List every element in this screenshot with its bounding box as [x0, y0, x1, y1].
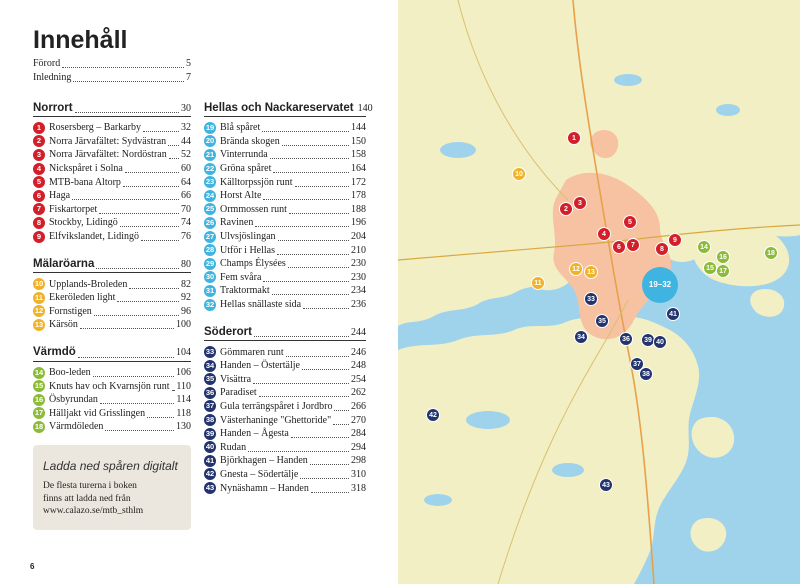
route-page: 230 [351, 258, 366, 270]
map-marker-18[interactable]: 18 [764, 246, 778, 260]
route-number-badge: 20 [205, 136, 215, 146]
map-marker-15[interactable]: 15 [703, 261, 717, 275]
route-name: Elfvikslandet, Lidingö [49, 231, 139, 243]
toc-entry[interactable] [204, 189, 366, 203]
map-marker-2[interactable]: 2 [559, 202, 573, 216]
toc-entry[interactable] [204, 373, 366, 387]
toc-entry[interactable] [33, 393, 191, 407]
toc-entry[interactable] [33, 121, 191, 135]
route-number-badge: 34 [205, 360, 215, 370]
route-number-badge: 35 [205, 374, 215, 384]
toc-entry[interactable] [33, 148, 191, 162]
route-name: Fornstigen [49, 305, 92, 317]
route-name: Knuts hav och Kvarnsjön runt [49, 380, 170, 392]
route-name: Vinterrunda [220, 149, 268, 161]
route-page: 100 [176, 319, 191, 331]
toc-entry[interactable] [204, 121, 366, 135]
route-number-badge: 10 [34, 279, 44, 289]
map-marker-36[interactable]: 36 [619, 332, 633, 346]
toc-entry[interactable] [33, 291, 191, 305]
route-page: 44 [181, 135, 191, 147]
route-name: Rudan [220, 441, 247, 453]
map-marker-4[interactable]: 4 [597, 227, 611, 241]
route-number-badge: 42 [205, 469, 215, 479]
toc-entry[interactable] [204, 135, 366, 149]
route-page: 254 [351, 373, 366, 385]
route-number-badge: 17 [34, 408, 44, 418]
route-page: 82 [181, 278, 191, 290]
toc-entry[interactable] [204, 413, 366, 427]
route-number-badge: 43 [205, 483, 215, 493]
route-page: 294 [351, 441, 366, 453]
route-page: 318 [351, 482, 366, 494]
toc-entry[interactable] [33, 277, 191, 291]
route-number-badge: 39 [205, 428, 215, 438]
route-name: Ravinen [220, 217, 254, 229]
toc-entry[interactable] [204, 162, 366, 176]
section-heading[interactable]: Hellas och Nackareservatet 140 [204, 100, 366, 117]
route-number-badge: 2 [33, 135, 45, 147]
island-east [750, 289, 784, 317]
route-number-badge: 9 [33, 231, 45, 243]
toc-section [33, 345, 191, 434]
map-marker-1[interactable]: 1 [567, 131, 581, 145]
map-marker-10[interactable]: 10 [512, 167, 526, 181]
route-name: Hälljakt vid Grisslingen [49, 407, 146, 419]
route-name: Västerhaninge "Ghettoride" [220, 414, 332, 426]
toc-entry[interactable] [33, 230, 191, 244]
section-heading[interactable]: Norrort 30 [33, 100, 191, 117]
island-far-south [691, 518, 727, 552]
download-title: Ladda ned spåren digitalt [43, 459, 178, 473]
toc-column-1 [33, 100, 191, 447]
map-marker-14[interactable]: 14 [697, 240, 711, 254]
route-page: 262 [351, 387, 366, 399]
route-page: 178 [351, 190, 366, 202]
download-text: De flesta turerna i boken finns att ladda ned från www.calazo.se/mtb_sthlm [43, 481, 144, 516]
route-name: Kärsön [49, 319, 78, 331]
route-number-badge: 13 [34, 319, 44, 329]
toc-entry[interactable] [33, 175, 191, 189]
section-heading[interactable]: Värmdö 104 [33, 345, 191, 362]
toc-entry[interactable] [204, 386, 366, 400]
route-name: Ormmossen runt [220, 203, 287, 215]
toc-entry[interactable] [204, 298, 366, 312]
route-name: Stockby, Lidingö [49, 217, 118, 229]
mainland-south [398, 317, 699, 584]
toc-entry[interactable] [204, 481, 366, 495]
toc-entry[interactable] [33, 216, 191, 230]
route-page: 74 [181, 217, 191, 229]
route-number-badge: 26 [205, 217, 215, 227]
toc-entry[interactable] [33, 366, 191, 380]
map-marker-13[interactable]: 13 [584, 265, 598, 279]
route-name: Ekeröleden light [49, 292, 116, 304]
map-marker-3[interactable]: 3 [573, 196, 587, 210]
route-name: Ösbyrundan [49, 394, 98, 406]
route-number-badge: 19 [205, 122, 215, 132]
route-page: 130 [176, 421, 191, 433]
route-number-badge: 41 [205, 455, 215, 465]
lake [552, 463, 584, 477]
route-name: Gnesta – Södertälje [220, 468, 299, 480]
route-number-badge: 33 [205, 347, 215, 357]
route-number-badge: 40 [205, 442, 215, 452]
page-number: 6 [30, 562, 35, 571]
toc-entry[interactable] [204, 454, 366, 468]
route-page: 92 [181, 292, 191, 304]
map-marker-17[interactable]: 17 [716, 264, 730, 278]
intro-list [33, 57, 191, 84]
toc-entry[interactable] [204, 271, 366, 285]
lake [440, 142, 476, 158]
route-page: 114 [176, 394, 191, 406]
route-name: Paradiset [220, 387, 257, 399]
route-page: 230 [351, 271, 366, 283]
route-number-badge: 8 [33, 217, 45, 229]
route-page: 172 [351, 176, 366, 188]
toc-entry[interactable] [33, 318, 191, 332]
map-marker-16[interactable]: 16 [716, 250, 730, 264]
route-page: 164 [351, 163, 366, 175]
toc-entry[interactable] [33, 379, 191, 393]
route-number-badge: 24 [205, 190, 215, 200]
map-marker-5[interactable]: 5 [623, 215, 637, 229]
route-page: 144 [351, 122, 366, 134]
map-marker-33[interactable]: 33 [584, 292, 598, 306]
route-name: Nickspåret i Solna [49, 163, 123, 175]
toc-section [204, 100, 373, 311]
toc-entry[interactable] [33, 203, 191, 217]
route-page: 248 [351, 360, 366, 372]
route-page: 150 [351, 135, 366, 147]
route-name: Champs Élysées [220, 258, 286, 270]
route-number-badge: 23 [205, 177, 215, 187]
route-number-badge: 16 [34, 394, 44, 404]
route-page: 60 [181, 163, 191, 175]
route-page: 310 [351, 468, 366, 480]
toc-entry[interactable] [204, 400, 366, 414]
route-number-badge: 30 [205, 272, 215, 282]
lake [614, 74, 642, 86]
route-name: Upplands-Broleden [49, 278, 128, 290]
route-number-badge: 28 [205, 245, 215, 255]
map-background [398, 0, 800, 584]
toc-entry[interactable]: Förord 5 [33, 58, 191, 70]
route-name: MTB-bana Altorp [49, 176, 121, 188]
toc-entry[interactable] [33, 407, 191, 421]
map-marker-35[interactable]: 35 [595, 314, 609, 328]
route-page: 196 [351, 217, 366, 229]
route-name: Utför i Hellas [220, 244, 275, 256]
download-link[interactable]: www.calazo.se/mtb_sthlm [43, 506, 144, 516]
route-name: Fem svåra [220, 271, 262, 283]
page-title: Innehåll [33, 26, 128, 54]
toc-section [204, 324, 366, 495]
route-number-badge: 31 [205, 285, 215, 295]
route-page: 188 [351, 203, 366, 215]
route-name: Brända skogen [220, 135, 280, 147]
route-page: 204 [351, 231, 366, 243]
route-name: Visättra [220, 373, 252, 385]
toc-entry[interactable] [204, 216, 366, 230]
toc-entry[interactable] [204, 243, 366, 257]
route-page: 298 [351, 455, 366, 467]
section-heading[interactable]: Mälaröarna 80 [33, 256, 191, 273]
toc-entry[interactable] [204, 345, 366, 359]
route-number-badge: 12 [34, 306, 44, 316]
route-page: 234 [351, 285, 366, 297]
toc-entry[interactable] [204, 148, 366, 162]
lake [466, 411, 510, 429]
route-number-badge: 15 [34, 381, 44, 391]
lake [424, 494, 452, 506]
route-number-badge: 1 [33, 122, 45, 134]
toc-entry[interactable] [204, 427, 366, 441]
route-name: Handen – Östertälje [220, 360, 300, 372]
toc-entry[interactable] [204, 175, 366, 189]
route-number-badge: 18 [34, 421, 44, 431]
route-number-badge: 7 [33, 203, 45, 215]
route-number-badge: 4 [33, 163, 45, 175]
route-page: 246 [351, 346, 366, 358]
map-marker-9[interactable]: 9 [668, 233, 682, 247]
map-marker-7[interactable]: 7 [626, 238, 640, 252]
route-page: 76 [181, 231, 191, 243]
route-name: Blå spåret [220, 122, 261, 134]
route-name: Norra Järvafältet: Sydvästran [49, 135, 167, 147]
route-number-badge: 27 [205, 231, 215, 241]
map-marker-38[interactable]: 38 [639, 367, 653, 381]
toc-entry[interactable] [204, 359, 366, 373]
island-south-east [692, 417, 735, 458]
route-number-badge: 37 [205, 401, 215, 411]
route-page: 110 [176, 380, 191, 392]
toc-section [33, 256, 191, 331]
map-marker-40[interactable]: 40 [653, 335, 667, 349]
map-marker-12[interactable]: 12 [569, 262, 583, 276]
route-page: 52 [181, 149, 191, 161]
route-name: Nynäshamn – Handen [220, 482, 309, 494]
toc-entry[interactable] [204, 203, 366, 217]
map-marker-11[interactable]: 11 [531, 276, 545, 290]
toc-entry[interactable] [204, 440, 366, 454]
map-marker-19-32[interactable]: 19–32 [642, 267, 678, 303]
route-page: 32 [181, 122, 191, 134]
toc-entry[interactable] [204, 284, 366, 298]
route-name: Gula terrängspåret i Jordbro [220, 400, 333, 412]
route-page: 70 [181, 203, 191, 215]
toc-entry[interactable] [33, 420, 191, 434]
toc-entry[interactable] [33, 305, 191, 319]
overview-map[interactable] [398, 0, 800, 584]
toc-entry[interactable] [33, 189, 191, 203]
route-name: Värmdöleden [49, 421, 104, 433]
route-name: Horst Alte [220, 190, 262, 202]
route-number-badge: 6 [33, 190, 45, 202]
route-page: 96 [181, 305, 191, 317]
toc-entry[interactable] [204, 230, 366, 244]
route-name: Boo-leden [49, 367, 91, 379]
toc-column-2 [204, 100, 373, 508]
route-number-badge: 3 [33, 149, 45, 161]
toc-entry[interactable] [204, 468, 366, 482]
route-page: 118 [176, 407, 191, 419]
route-number-badge: 21 [205, 149, 215, 159]
map-marker-41[interactable]: 41 [666, 307, 680, 321]
route-name: Rosersberg – Barkarby [49, 122, 142, 134]
map-marker-34[interactable]: 34 [574, 330, 588, 344]
toc-entry[interactable]: Inledning 7 [33, 71, 191, 83]
route-name: Fiskartorpet [49, 203, 98, 215]
route-name: Ulvsjöslingan [220, 231, 276, 243]
route-name: Källtorpssjön runt [220, 176, 293, 188]
route-page: 210 [351, 244, 366, 256]
route-number-badge: 22 [205, 163, 215, 173]
route-name: Gömmaren runt [220, 346, 284, 358]
route-page: 66 [181, 190, 191, 202]
route-name: Handen – Ågesta [220, 428, 289, 440]
route-number-badge: 36 [205, 387, 215, 397]
lake [716, 104, 740, 116]
route-number-badge: 29 [205, 258, 215, 268]
download-box [33, 445, 191, 530]
map-marker-42[interactable]: 42 [426, 408, 440, 422]
route-name: Norra Järvafältet: Nordöstran [49, 149, 167, 161]
route-number-badge: 14 [34, 367, 44, 377]
route-name: Hellas snällaste sida [220, 299, 302, 311]
route-name: Haga [49, 190, 71, 202]
route-name: Traktormakt [220, 285, 270, 297]
route-page: 270 [351, 414, 366, 426]
route-page: 158 [351, 149, 366, 161]
route-page: 64 [181, 176, 191, 188]
route-page: 236 [351, 299, 366, 311]
route-number-badge: 5 [33, 176, 45, 188]
section-heading[interactable]: Söderort 244 [204, 324, 366, 341]
map-marker-43[interactable]: 43 [599, 478, 613, 492]
toc-entry[interactable] [33, 162, 191, 176]
route-number-badge: 11 [33, 292, 45, 304]
toc-page [0, 0, 398, 584]
map-marker-6[interactable]: 6 [612, 240, 626, 254]
route-number-badge: 32 [205, 299, 215, 309]
toc-entry[interactable] [204, 257, 366, 271]
map-marker-8[interactable]: 8 [655, 242, 669, 256]
route-page: 106 [176, 367, 191, 379]
route-name: Gröna spåret [220, 163, 272, 175]
route-number-badge: 38 [205, 415, 215, 425]
toc-entry[interactable] [33, 135, 191, 149]
map-marker-39[interactable]: 39 [641, 333, 655, 347]
route-name: Björkhagen – Handen [220, 455, 308, 467]
route-page: 284 [351, 428, 366, 440]
toc-section [33, 100, 191, 243]
route-page: 266 [351, 400, 366, 412]
route-number-badge: 25 [205, 204, 215, 214]
map-marker-37[interactable]: 37 [630, 357, 644, 371]
